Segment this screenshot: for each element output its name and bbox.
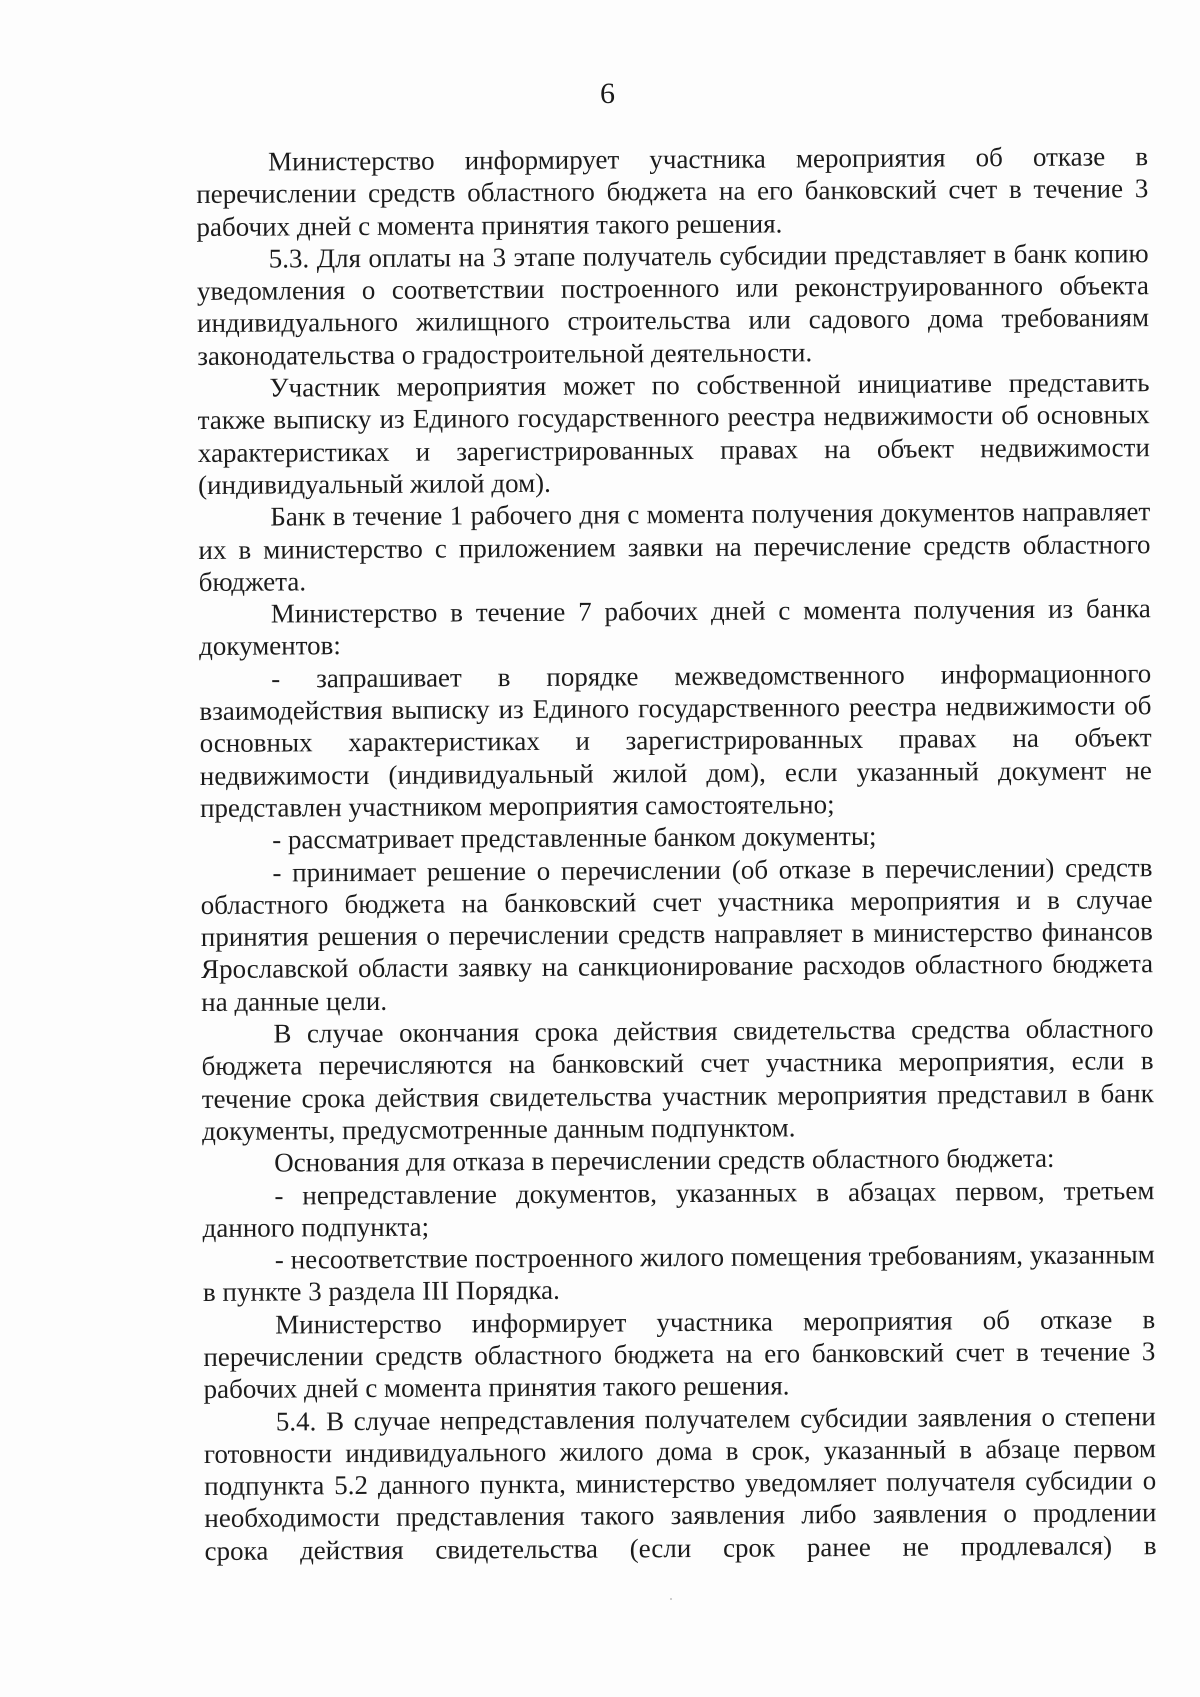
page-number: 6	[600, 77, 615, 110]
paragraph-bank-forwarding: Банк в течение 1 рабочего дня с момента получения документов направляет их в министерство с приложением заявки на перечисление средств областного бюджета.	[198, 496, 1151, 597]
paragraph-section-5-4: 5.4. В случае непредставления получателем субсидии заявления о степени готовности индивидуального жилого дома в срок, указанный в абзаце первом подпункта 5.2 данного пункта, министерство уведомляет получателя субсидии о необходимости представления такого заявления либо заявления о продлении срока действия свидетельства (если срок ранее не продлевался) в	[203, 1400, 1157, 1566]
paragraph-section-5-3: 5.3. Для оплаты на 3 этапе получатель субсидии представляет в банк копию уведомления о соответствии построенного или реконструированного объекта индивидуального жилищного строительства или садового дома требованиям законодательства о градостроительной деятельности.	[196, 238, 1150, 371]
list-item-request-extract: - запрашивает в порядке межведомственного информационного взаимодействия выписку из Единого государственного реестра недвижимости об основных характеристиках и зарегистрированных правах на объект недвижимости (индивидуальный жилой дом), если указанный документ не представлен участником мероприятия самостоятельно;	[199, 657, 1152, 823]
paragraph-ministry-duties: Министерство в течение 7 рабочих дней с момента получения из банка документов:	[198, 593, 1151, 662]
list-item-transfer-decision: - принимает решение о перечислении (об отказе в перечислении) средств областного бюджета на банковский счет участника мероприятия и в случае принятия решения о перечислении средств направляет в министерство финансов Ярославской области заявку на санкционирование расходов областного бюджета на данные цели.	[200, 851, 1154, 1017]
paragraph-refusal-notice-2: Министерство информирует участника мероприятия об отказе в перечислении средств областного бюджета на его банковский счет в течение 3 рабочих дней с момента принятия такого решения.	[203, 1303, 1156, 1405]
paragraph-refusal-notice-1: Министерство информирует участника мероприятия об отказе в перечислении средств областного бюджета на его банковский счет в течение 3 рабочих дней с момента принятия такого решения.	[196, 141, 1149, 242]
paragraph-certificate-expiry: В случае окончания срока действия свидетельства средства областного бюджета перечисляются на банковский счет участника мероприятия, если в течение срока действия свидетельства участник мероприятия представил в банк документы, предусмотренные данным подпунктом.	[201, 1013, 1154, 1146]
document-body	[196, 140, 1157, 1567]
scan-speck	[670, 1598, 672, 1600]
list-item-ground-noncompliance: - несоответствие построенного жилого помещения требованиям, указанным в пункте 3 раздела III Порядка.	[202, 1239, 1155, 1308]
list-item-review-documents: - рассматривает представленные банком документы;	[272, 821, 877, 855]
paragraph-refusal-grounds: Основания для отказа в перечислении средств областного бюджета:	[274, 1142, 1055, 1178]
list-item-ground-documents: - непредставление документов, указанных в абзацах первом, третьем данного подпункта;	[202, 1174, 1155, 1243]
paragraph-participant-extract: Участник мероприятия может по собственной инициативе представить также выписку из Единого государственного реестра недвижимости об основных характеристиках и зарегистрированных правах на объект недвижимости (индивидуальный жилой дом).	[197, 367, 1150, 500]
